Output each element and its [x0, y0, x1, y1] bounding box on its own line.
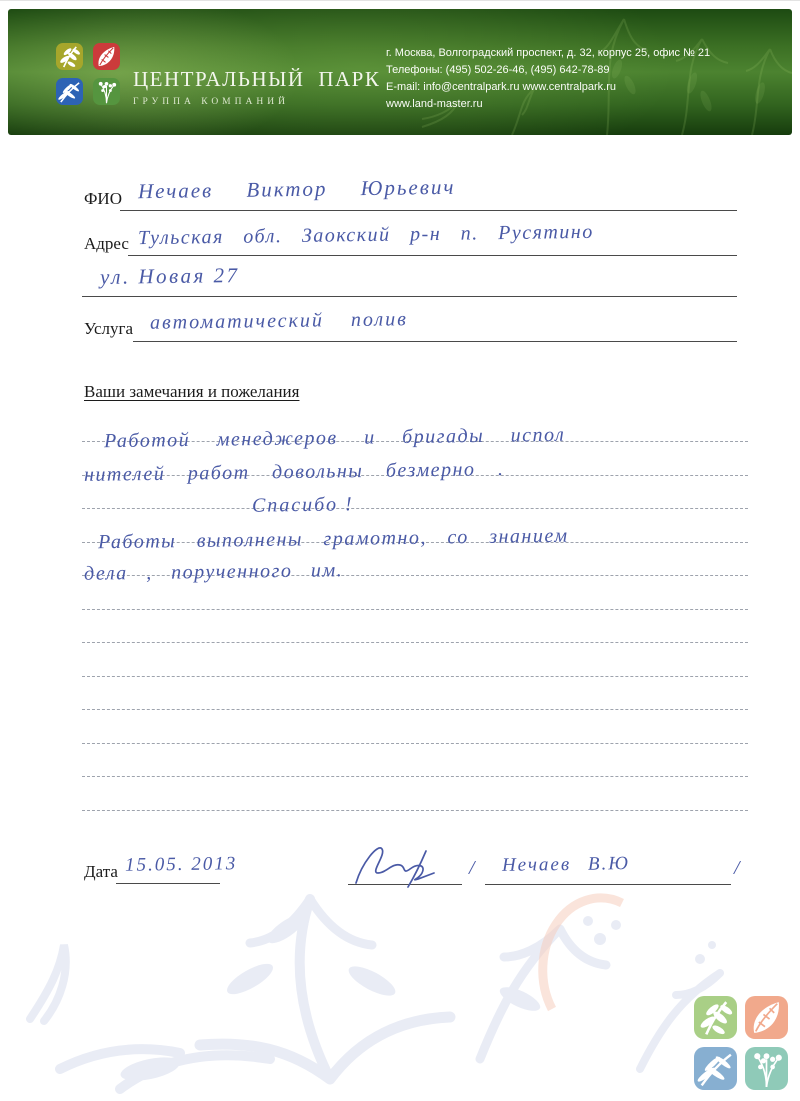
separator-slash: /: [734, 857, 740, 879]
company-logo: [56, 43, 120, 105]
contact-website: www.land-master.ru: [386, 98, 483, 110]
berry-sprig-icon: [93, 78, 120, 105]
service-label: Услуга: [84, 319, 134, 338]
address-value-1: Тульская обл. Заокский р-н п. Русятино: [137, 220, 594, 250]
address-value-2: ул. Новая 27: [99, 263, 240, 289]
twig-icon: [56, 43, 83, 70]
footer-logo: [694, 996, 788, 1090]
contact-phones: Телефоны: (495) 502-26-46, (495) 642-78-89: [386, 64, 610, 76]
address-label: Адрес: [84, 234, 129, 253]
ruled-line: [82, 508, 748, 509]
signature-flourish: [348, 839, 468, 889]
comment-line: дела , порученного им.: [83, 559, 344, 585]
company-brand: [133, 67, 380, 107]
ruled-line: [82, 776, 748, 777]
ruled-line: [82, 743, 748, 744]
palm-frond-icon: [694, 1047, 737, 1090]
comment-line: нителей работ довольны безмерно .: [83, 458, 505, 486]
comments-heading: Ваши замечания и пожелания: [84, 382, 300, 401]
contact-block: [386, 45, 710, 113]
fio-label: ФИО: [84, 189, 122, 208]
berry-sprig-icon: [745, 1047, 788, 1090]
date-value: 15.05. 2013: [124, 853, 238, 876]
date-label: Дата: [84, 862, 118, 881]
header-banner: [8, 9, 792, 135]
ruled-line: [82, 609, 748, 610]
ruled-line: [82, 810, 748, 811]
floral-watermark: [0, 869, 800, 1101]
fio-value: Нечаев Виктор Юрьевич: [137, 174, 456, 204]
contact-address: г. Москва, Волгоградский проспект, д. 32, корпус 25, офис № 21: [386, 47, 711, 59]
contact-email: E-mail: info@centralpark.ru www.centralpark.ru: [386, 81, 617, 93]
twig-icon: [694, 996, 737, 1039]
separator-slash: /: [469, 857, 475, 879]
leaf-icon: [745, 996, 788, 1039]
comment-line: Работы выполнены грамотно, со знанием: [97, 524, 569, 554]
service-value: автоматический полив: [149, 308, 409, 334]
company-subtitle: ГРУППА КОМПАНИЙ: [133, 97, 289, 107]
comment-line: Работой менеджеров и бригады испол: [103, 423, 566, 453]
signature-name: Нечаев В.Ю: [501, 853, 631, 876]
ruled-line: [82, 709, 748, 710]
leaf-icon: [93, 43, 120, 70]
company-name: ЦЕНТРАЛЬНЫЙ ПАРК: [133, 67, 381, 91]
palm-frond-icon: [56, 78, 83, 105]
comment-line: Спасибо !: [251, 493, 354, 517]
ruled-line: [82, 642, 748, 643]
ruled-line: [82, 676, 748, 677]
